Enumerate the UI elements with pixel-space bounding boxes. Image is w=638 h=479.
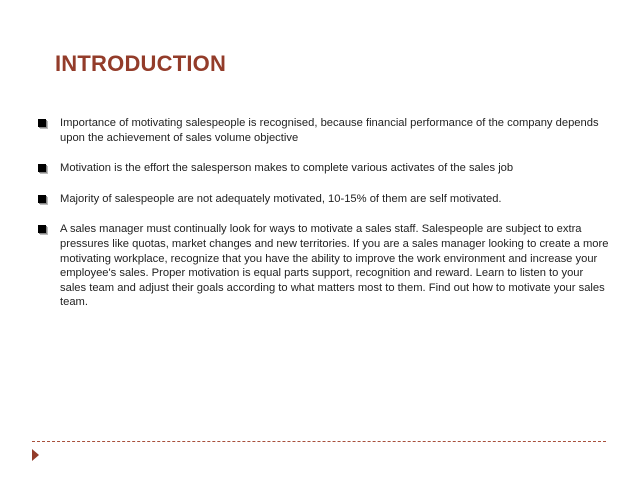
- square-bullet-icon: [38, 195, 46, 203]
- bullet-text: A sales manager must continually look for ways to motivate a sales staff. Salespeople are subject to extra pressures like quotas, market changes and new territories. If you are a sales manager looking to create a more motivating workplace, recognize that you have the ability to improve the work environment and increase your employee's sales. Proper motivation is equal parts support, recognition and reward. Learn to listen to your sales team and adjust their goals according to what matters most to them. Find out how to motivate your sales team.: [60, 223, 609, 309]
- triangle-right-icon[interactable]: [32, 449, 39, 461]
- bullet-text: Motivation is the effort the salesperson makes to complete various activates of the sales job: [60, 162, 514, 175]
- bullet-item: [38, 161, 610, 176]
- square-bullet-icon: [38, 225, 46, 233]
- footer-divider: [32, 441, 606, 442]
- bullet-text: Importance of motivating salespeople is recognised, because financial performance of the company depends upon the achievement of sales volume objective: [60, 117, 599, 144]
- square-bullet-icon: [38, 164, 46, 172]
- square-bullet-icon: [38, 119, 46, 127]
- slide-title: INTRODUCTION: [55, 51, 227, 76]
- bullet-item: [38, 116, 610, 145]
- bullet-list: [38, 116, 610, 310]
- bullet-item: [38, 222, 610, 310]
- bullet-item: [38, 192, 610, 207]
- bullet-text: Majority of salespeople are not adequately motivated, 10-15% of them are self motivated.: [60, 192, 502, 205]
